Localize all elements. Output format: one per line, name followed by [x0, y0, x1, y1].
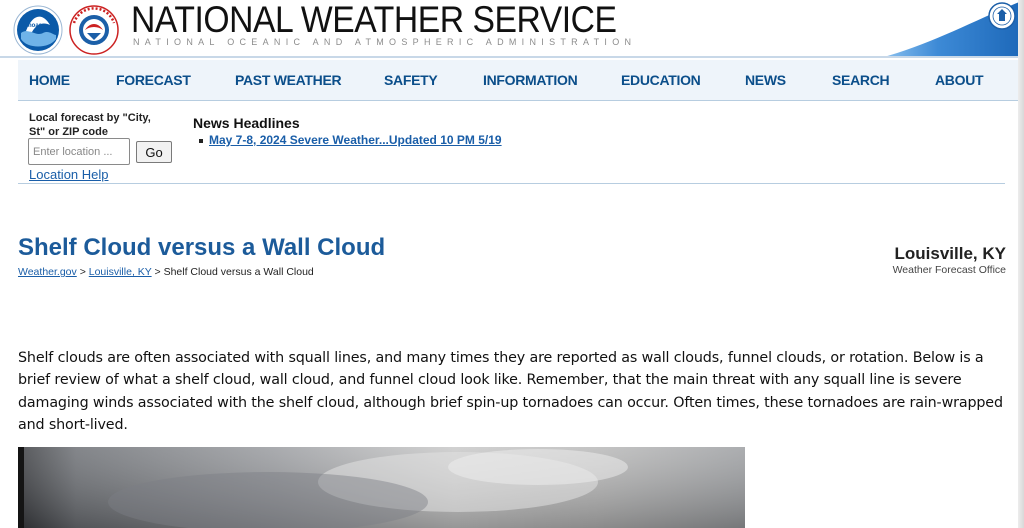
breadcrumb-separator: >: [154, 266, 161, 278]
office-subtitle: Weather Forecast Office: [892, 264, 1006, 276]
section-divider: [18, 183, 1005, 184]
location-help-link[interactable]: Location Help: [29, 167, 109, 182]
nav-news[interactable]: NEWS: [745, 72, 786, 88]
site-header: [0, 0, 1024, 58]
page-edge: [1018, 0, 1024, 528]
local-forecast-label: Local forecast by "City, St" or ZIP code: [29, 112, 151, 138]
breadcrumb-office-link[interactable]: Louisville, KY: [88, 266, 152, 278]
nav-search[interactable]: SEARCH: [832, 72, 890, 88]
nav-information[interactable]: INFORMATION: [483, 72, 578, 88]
nav-past-weather[interactable]: PAST WEATHER: [235, 72, 342, 88]
nav-home[interactable]: HOME: [29, 72, 70, 88]
commerce-seal-icon[interactable]: [988, 2, 1016, 30]
page-title: Shelf Cloud versus a Wall Cloud: [18, 234, 386, 261]
bullet-icon: [199, 139, 203, 143]
nav-safety[interactable]: SAFETY: [384, 72, 438, 88]
news-headlines-heading: News Headlines: [193, 115, 300, 131]
shelf-cloud-photo: [18, 447, 745, 528]
office-name: Louisville, KY: [894, 244, 1006, 263]
breadcrumb-separator: >: [79, 266, 86, 278]
breadcrumb-home-link[interactable]: Weather.gov: [18, 266, 77, 278]
noaa-logo-icon[interactable]: [13, 5, 63, 55]
nav-forecast[interactable]: FORECAST: [116, 72, 191, 88]
location-go-button[interactable]: Go: [136, 141, 172, 163]
nav-about[interactable]: ABOUT: [935, 72, 984, 88]
breadcrumb-current: Shelf Cloud versus a Wall Cloud: [163, 266, 314, 278]
breadcrumb: [18, 266, 314, 278]
nws-logo-icon[interactable]: [68, 5, 120, 55]
site-subtitle: NATIONAL OCEANIC AND ATMOSPHERIC ADMINISTRATION: [133, 37, 637, 47]
nav-education[interactable]: EDUCATION: [621, 72, 701, 88]
news-headline-link[interactable]: May 7-8, 2024 Severe Weather...Updated 10 PM 5/19: [209, 133, 502, 147]
svg-text:noaa: noaa: [28, 23, 43, 29]
location-search-input[interactable]: [28, 138, 130, 165]
site-title[interactable]: NATIONAL WEATHER SERVICE: [131, 0, 617, 40]
article-body: Shelf clouds are often associated with squall lines, and many times they are reported as wall clouds, funnel clouds, or rotation. Below is a brief review of what a shelf cloud, wall cloud, and funnel cloud look like. Remember, that the main threat with any squall line is severe damaging winds associated with the shelf cloud, although brief spin-up tornadoes can occur. Often times, these tornadoes are rain-wrapped and short-lived.: [18, 350, 1003, 433]
main-nav: [18, 60, 1018, 101]
